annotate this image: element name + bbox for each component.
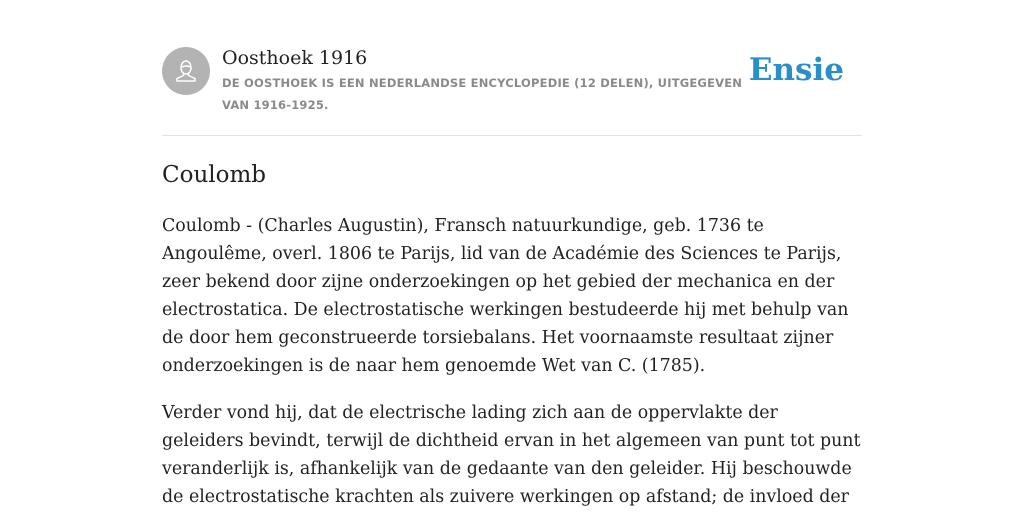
avatar[interactable]	[162, 47, 210, 95]
source-header	[162, 46, 862, 126]
article-paragraph: Verder vond hij, dat de electrische lading zich aan de oppervlakte der geleiders bevindt, terwijl de dichtheid ervan in het algemeen van punt tot punt veranderlijk is, afhankelijk van de gedaante van den geleider. Hij beschouwde de electrostatische krachten als zuivere werkingen op afstand; de invloed der	[162, 403, 861, 507]
user-icon	[171, 56, 201, 86]
divider	[162, 135, 862, 136]
article-paragraph: Coulomb - (Charles Augustin), Fransch natuurkundige, geb. 1736 te Angoulême, overl. 1806 te Parijs, lid van de Académie des Sciences te Parijs, zeer bekend door zijne onderzoekingen op het gebied der mechanica en der electrostatica. De electrostatische werkingen bestudeerde hij met behulp van de door hem geconstrueerde torsiebalans. Het voornaamste resultaat zijner onderzoekingen is de naar hem genoemde Wet van C. (1785).	[162, 216, 849, 376]
source-title[interactable]: Oosthoek 1916	[222, 47, 368, 69]
source-description: DE OOSTHOEK IS EEN NEDERLANDSE ENCYCLOPEDIE (12 DELEN), UITGEGEVEN VAN 1916-1925.	[222, 76, 743, 112]
article-body	[162, 212, 864, 512]
article-title: Coulomb	[162, 162, 266, 188]
brand-logo[interactable]: Ensie	[748, 52, 844, 88]
